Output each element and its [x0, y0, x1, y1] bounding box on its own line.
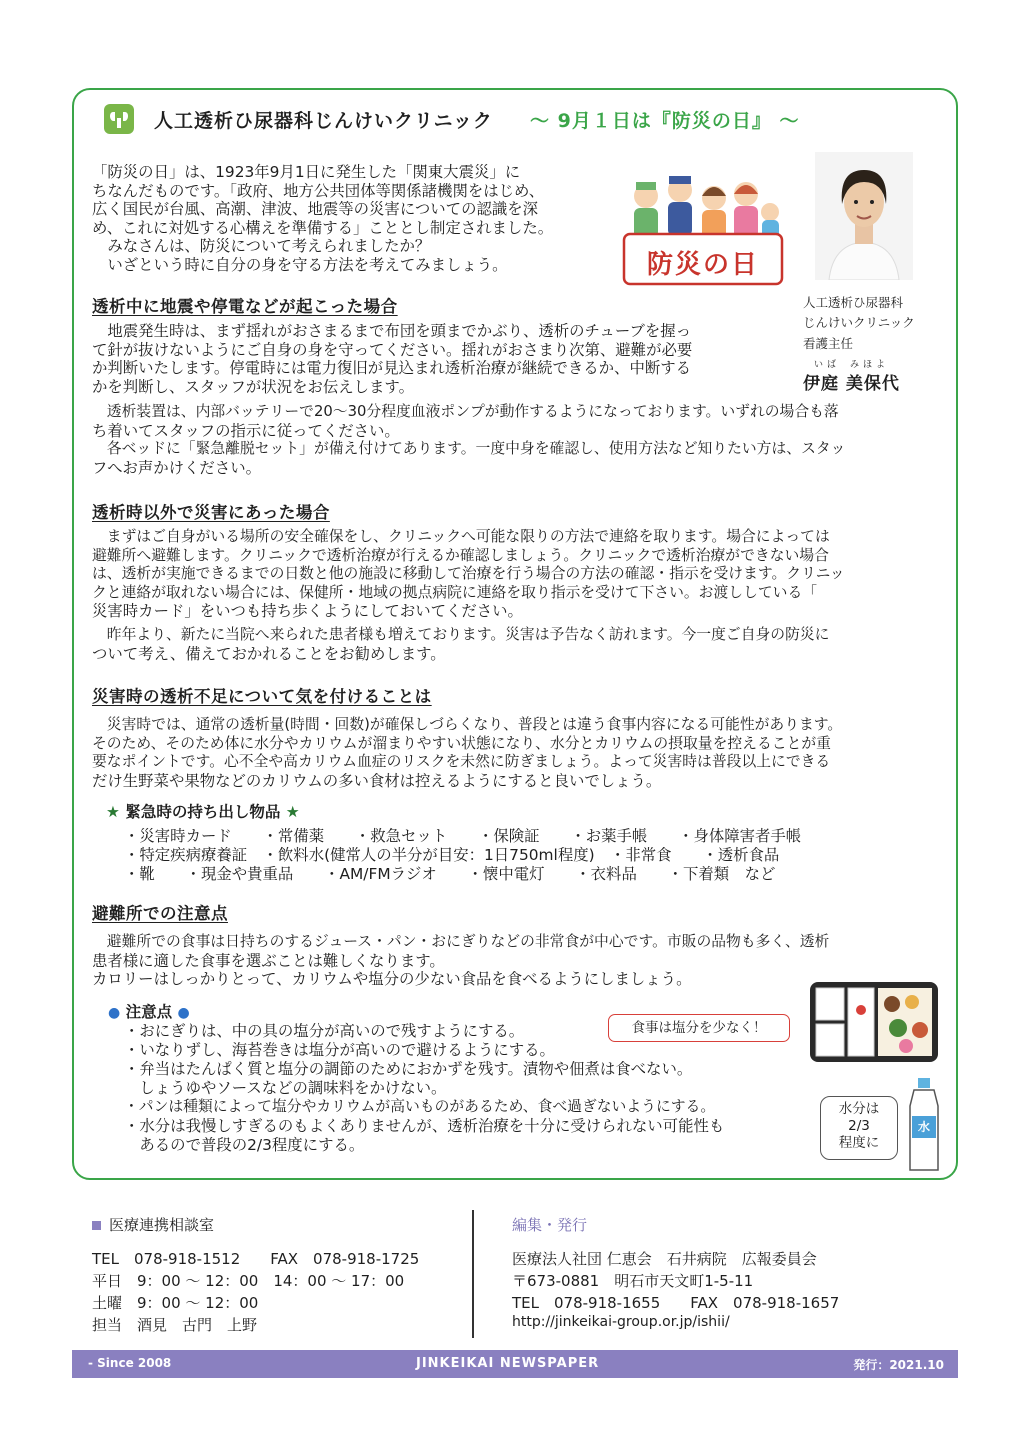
- section-line: 患者様に適した食事を選ぶことは難しくなります。: [92, 951, 445, 970]
- intro-line: 広く国民が台風、高潮、津波、地震等の災害についての認識を深: [92, 200, 539, 218]
- event-title: ～ 9月１日は『防災の日』 ～: [530, 110, 800, 132]
- contact-heading-text: 医療連携相談室: [109, 1216, 215, 1234]
- note-line: あるので普段の2/3程度にする。: [124, 1136, 365, 1154]
- section-line: 避難所での食事は日持ちのするジュース・パン・おにぎりなどの非常食が中心です。市販の品物も多く、透析: [92, 933, 830, 950]
- newspaper-name: JINKEIKAI NEWSPAPER: [416, 1356, 600, 1371]
- emergency-items-heading-text: 緊急時の持ち出し物品: [125, 803, 281, 821]
- intro-line: みなさんは、防災について考えられましたか？: [92, 237, 431, 255]
- disaster-day-illustration: [618, 168, 790, 292]
- emergency-items-heading: [106, 800, 300, 822]
- dot-icon: ●: [108, 1005, 121, 1021]
- section-line: 災害時では、通常の透析量(時間・回数)が確保しづらくなり、普段とは違う食事内容になる可能性があります。: [92, 716, 843, 733]
- emergency-item-row: ・靴 ・現金や貴重品 ・AM/FMラジオ ・懐中電灯 ・衣料品 ・下着類 など: [124, 865, 776, 883]
- since-label: - Since 2008: [88, 1356, 172, 1370]
- ruby-given: みほよ: [850, 360, 890, 370]
- notes-heading-text: 注意点: [125, 1003, 173, 1021]
- section-line: 避難所へ避難します。クリニックで透析治療が行えるか確認しましょう。クリニックで透析治療ができない場合: [92, 546, 829, 564]
- section-line: は、透析が実施できるまでの日数と他の施設に移動して治療を行う場合の方法の確認・指示を受けます。クリニッ: [92, 565, 845, 582]
- section-line: か判断いたします。停電時には電力復旧が見込まれ透析治療が継続できるか、中断する: [92, 359, 692, 377]
- water-bubble-line: 2/3: [848, 1118, 870, 1134]
- section-heading: 避難所での注意点: [92, 904, 228, 923]
- section-line: 災害時カード」をいつも持ち歩くようにしておいてください。: [92, 602, 523, 620]
- contact-line: TEL 078-918-1512 FAX 078-918-1725: [92, 1250, 420, 1268]
- section-line: 地震発生時は、まず揺れがおさまるまで布団を頭までかぶり、透析のチューブを握っ: [92, 322, 692, 340]
- illustration-label: 防災の日: [646, 250, 759, 280]
- water-speech-bubble: [820, 1096, 898, 1160]
- profile-org-2: じんけいクリニック: [803, 315, 915, 330]
- square-bullet-icon: [92, 1221, 101, 1230]
- bento-box-illustration: [808, 980, 940, 1064]
- section-heading: 災害時の透析不足について気を付けることは: [92, 687, 432, 706]
- notes-heading: [108, 1000, 190, 1022]
- section-line: フへお声かけください。: [92, 458, 261, 477]
- section-line: まずはご自身がいる場所の安全確保をし、クリニックへ可能な限りの方法で連絡を取ります。場合によっては: [92, 528, 830, 545]
- publisher-line: 医療法人社団 仁恵会 石井病院 広報委員会: [512, 1250, 817, 1268]
- section-line: クと連絡が取れない場合には、保健所・地域の拠点病院に連絡を取り指示を受けて下さい。お渡ししている「: [92, 583, 818, 601]
- section-line: かを判断し、スタッフが状況をお伝えします。: [92, 377, 414, 396]
- star-icon: ★: [285, 803, 300, 821]
- dot-icon: ●: [177, 1005, 190, 1021]
- clinic-logo-icon: [104, 104, 134, 134]
- section-line: 各ベッドに「緊急離脱セット」が備え付けてあります。一度中身を確認し、使用方法など知りたい方は、スタッ: [92, 440, 846, 457]
- water-bubble-line: 程度に: [838, 1135, 880, 1151]
- section-line: 透析装置は、内部バッテリーで20～30分程度血液ポンプが動作するようになっております。いずれの場合も落: [92, 403, 839, 420]
- note-line: ・弁当はたんぱく質と塩分の調節のためにおかずを残す。漬物や佃煮は食べない。: [124, 1060, 693, 1078]
- footer-divider: [472, 1210, 474, 1338]
- note-line: ・水分は我慢しすぎるのもよくありませんが、透析治療を十分に受けられない可能性も: [124, 1117, 725, 1135]
- profile-role: 看護主任: [803, 336, 854, 351]
- contact-line: 担当 酒見 古門 上野: [92, 1316, 258, 1334]
- contact-heading: [92, 1214, 214, 1235]
- emergency-item-row: ・災害時カード ・常備薬 ・救急セット ・保険証 ・お薬手帳 ・身体障害者手帳: [124, 827, 802, 845]
- note-line: ・いなりずし、海苔巻きは塩分が高いので避けるようにする。: [124, 1041, 555, 1059]
- publisher-heading: 編集・発行: [512, 1216, 588, 1234]
- section-heading: 透析中に地震や停電などが起こった場合: [92, 297, 398, 316]
- section-line: 昨年より、新たに当院へ来られた患者様も増えております。災害は予告なく訪れます。今一度ご自身の防災に: [92, 626, 830, 643]
- water-bubble-line: 水分は: [838, 1101, 880, 1117]
- meal-speech-bubble: 食事は塩分を少なく！: [608, 1014, 790, 1042]
- emergency-item-row: ・特定疾病療養証 ・飲料水(健常人の半分が目安：1日750ml程度) ・非常食 ・透析食品: [124, 846, 780, 864]
- section-heading: 透析時以外で災害にあった場合: [92, 503, 330, 522]
- intro-line: め、これに対処する心構えを準備する」こととし制定されました。: [92, 218, 554, 237]
- profile-org-1: 人工透析ひ尿器科: [803, 295, 904, 310]
- section-line: て針が抜けないようにご自身の身を守ってください。揺れがおさまり次第、避難が必要: [92, 340, 693, 359]
- water-bottle-illustration: [904, 1078, 944, 1174]
- intro-line: いざという時に自分の身を守る方法を考えてみましょう。: [92, 255, 508, 274]
- note-line: ・パンは種類によって塩分やカリウムが高いものがあるため、食べ過ぎないようにする。: [124, 1098, 716, 1115]
- bottle-label: 水: [917, 1120, 930, 1134]
- staff-photo: [815, 152, 913, 280]
- publisher-url[interactable]: http://jinkeikai-group.or.jp/ishii/: [512, 1314, 730, 1330]
- contact-line: 土曜 9：00 ～ 12：00: [92, 1294, 259, 1312]
- issue-date: 発行：2021.10: [853, 1358, 944, 1372]
- section-line: ち着いてスタッフの指示に従ってください。: [92, 421, 400, 440]
- section-line: ついて考え、備えておかれることをお勧めします。: [92, 644, 446, 663]
- clinic-name: 人工透析ひ尿器科じんけいクリニック: [154, 110, 493, 132]
- intro-line: ちなんだものです。「政府、地方公共団体等関係諸機関をはじめ、: [92, 181, 545, 200]
- contact-line: 平日 9：00 ～ 12：00 14：00 ～ 17：00: [92, 1272, 405, 1290]
- note-line: しょうゆやソースなどの調味料をかけない。: [124, 1079, 447, 1097]
- profile-name: 伊庭 美保代: [803, 374, 900, 394]
- section-line: 要なポイントです。心不全や高カリウム血症のリスクを未然に防ぎましょう。よって災害時は普段以上にできる: [92, 753, 831, 770]
- section-line: だけ生野菜や果物などのカリウムの多い食材は控えるようにすると良いでしょう。: [92, 771, 662, 790]
- publisher-line: 〒673-0881 明石市天文町1-5-11: [512, 1272, 754, 1290]
- intro-line: 「防災の日」は、1923年9月1日に発生した「関東大震災」に: [92, 163, 521, 181]
- section-line: そのため、そのため体に水分やカリウムが溜まりやすい状態になり、水分とカリウムの摂取量を控えることが重: [92, 734, 831, 752]
- publisher-line: TEL 078-918-1655 FAX 078-918-1657: [512, 1294, 840, 1312]
- ruby-family: いば: [814, 360, 841, 370]
- section-line: カロリーはしっかりとって、カリウムや塩分の少ない食品を食べるようにしましょう。: [92, 970, 692, 988]
- note-line: ・おにぎりは、中の具の塩分が高いので残すようにする。: [124, 1022, 525, 1040]
- star-icon: ★: [106, 803, 120, 821]
- footer-bar: [72, 1350, 958, 1378]
